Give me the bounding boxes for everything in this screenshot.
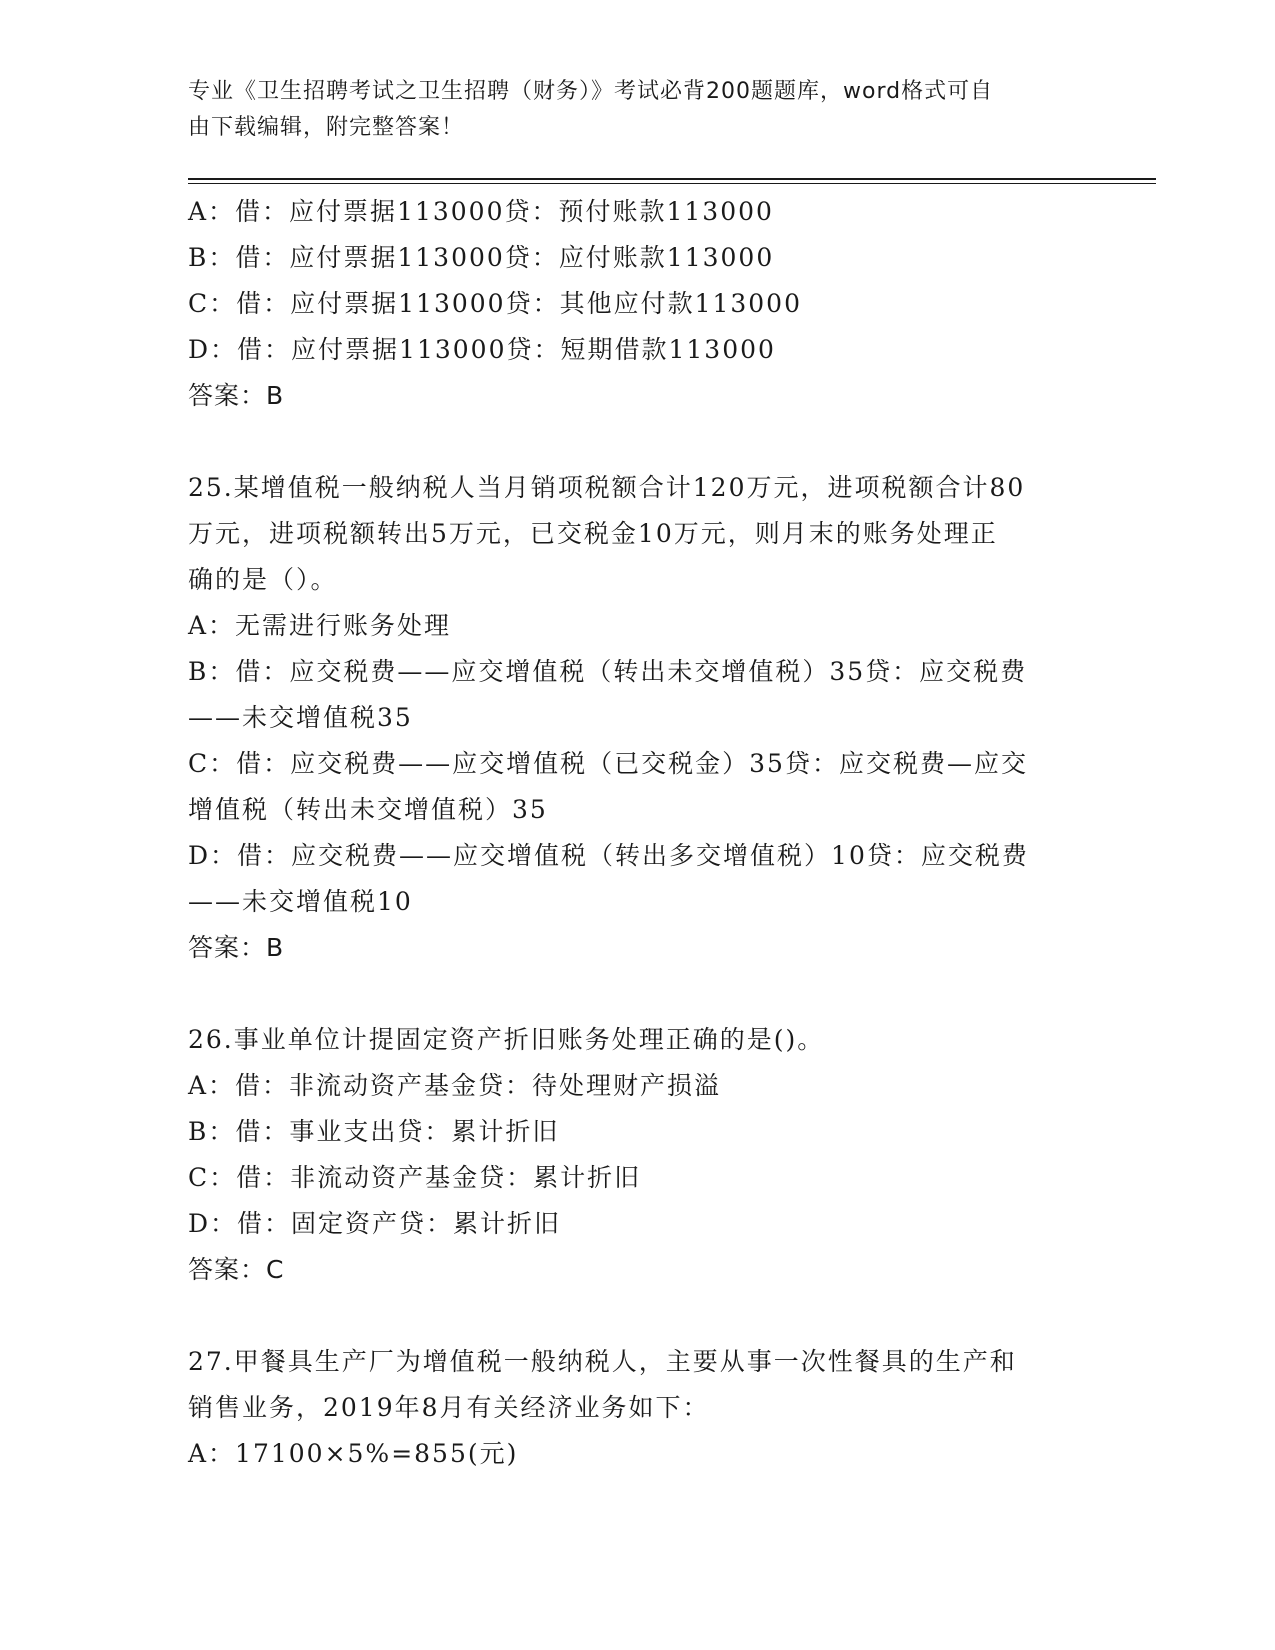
option-d: D：借：应付票据113000贷：短期借款113000 (188, 335, 776, 364)
option-d: D：借：应交税费——应交增值税（转出多交增值税）10贷：应交税费 (188, 841, 1029, 870)
answer-label: 答案：B (188, 381, 285, 410)
header-divider-thin (188, 183, 1156, 184)
option-d: D：借：固定资产贷：累计折旧 (188, 1209, 562, 1238)
question-stem-line: 27.甲餐具生产厂为增值税一般纳税人，主要从事一次性餐具的生产和 (188, 1347, 1017, 1376)
question-content (188, 189, 1088, 1477)
question-spacer (188, 971, 1088, 1017)
question-spacer (188, 419, 1088, 465)
document-header (188, 74, 1068, 146)
question-27 (188, 1339, 1088, 1477)
option-a: A：17100×5%=855(元) (188, 1439, 519, 1468)
question-25 (188, 465, 1088, 971)
option-c: C：借：应付票据113000贷：其他应付款113000 (188, 289, 802, 318)
option-b-continued: ——未交增值税35 (188, 703, 413, 732)
header-title-line-2: 由下载编辑，附完整答案！ (188, 115, 465, 140)
question-26 (188, 1017, 1088, 1293)
question-stem-line: 确的是（）。 (188, 565, 338, 594)
option-c: C：借：非流动资产基金贷：累计折旧 (188, 1163, 642, 1192)
question-spacer (188, 1293, 1088, 1339)
question-24 (188, 189, 1088, 419)
option-c: C：借：应交税费——应交增值税（已交税金）35贷：应交税费—应交 (188, 749, 1028, 778)
question-stem-line: 万元，进项税额转出5万元，已交税金10万元，则月末的账务处理正 (188, 519, 998, 548)
option-a: A：无需进行账务处理 (188, 611, 452, 640)
question-stem-line: 26.事业单位计提固定资产折旧账务处理正确的是()。 (188, 1025, 825, 1054)
option-b: B：借：事业支出贷：累计折旧 (188, 1117, 560, 1146)
option-b: B：借：应付票据113000贷：应付账款113000 (188, 243, 775, 272)
option-c-continued: 增值税（转出未交增值税）35 (188, 795, 548, 824)
option-a: A：借：非流动资产基金贷：待处理财产损溢 (188, 1071, 722, 1100)
option-a: A：借：应付票据113000贷：预付账款113000 (188, 197, 774, 226)
option-d-continued: ——未交增值税10 (188, 887, 413, 916)
question-stem-line: 销售业务，2019年8月有关经济业务如下： (188, 1393, 710, 1422)
answer-label: 答案：B (188, 933, 285, 962)
header-title-line-1: 专业《卫生招聘考试之卫生招聘（财务）》考试必背200题题库，word格式可自 (188, 79, 994, 104)
question-stem-line: 25.某增值税一般纳税人当月销项税额合计120万元，进项税额合计80 (188, 473, 1026, 502)
header-divider-thick (188, 178, 1156, 180)
option-b: B：借：应交税费——应交增值税（转出未交增值税）35贷：应交税费 (188, 657, 1028, 686)
answer-label: 答案：C (188, 1255, 285, 1284)
